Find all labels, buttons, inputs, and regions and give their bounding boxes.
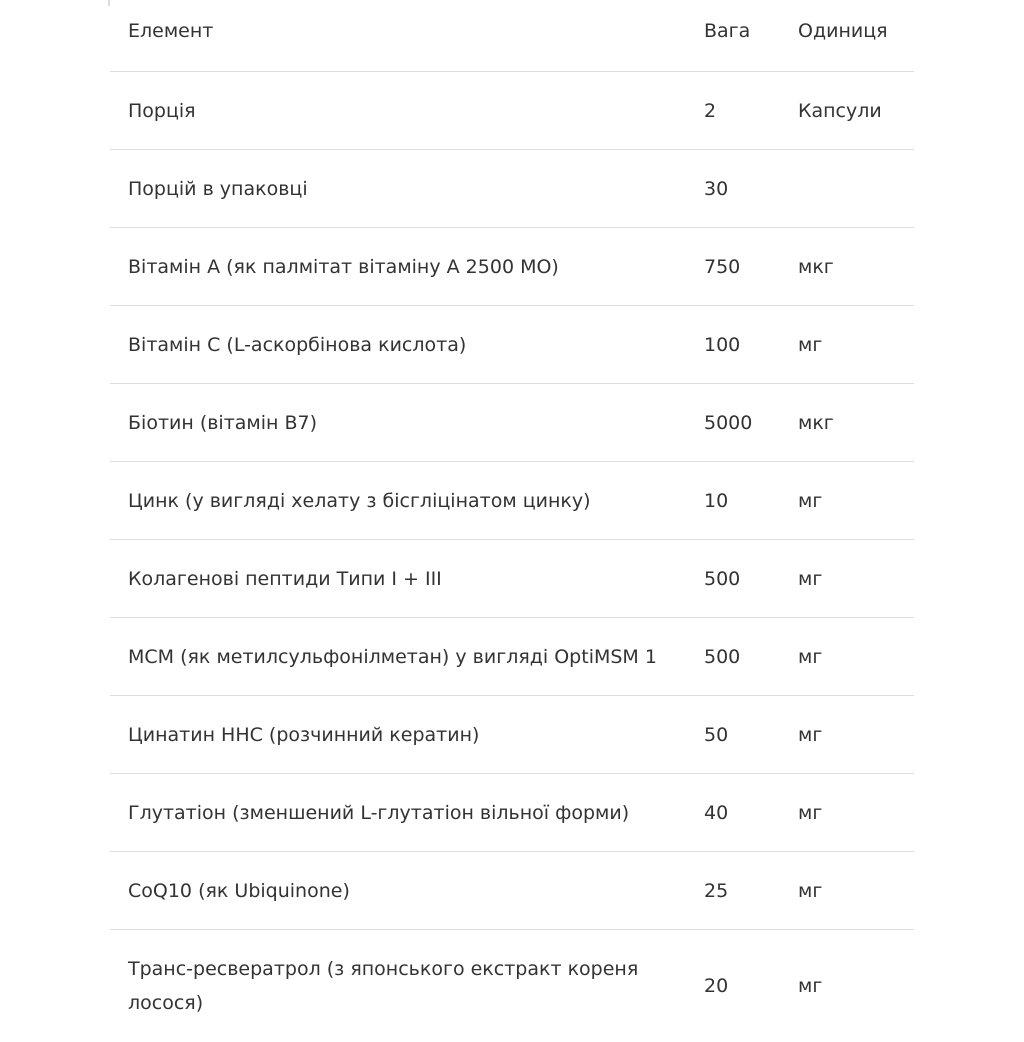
table-row [110,228,914,306]
row-weight: 40 [704,801,729,824]
row-weight: 500 [704,567,741,590]
table-row [110,462,914,540]
row-unit: мкг [798,411,834,434]
table-row [110,696,914,774]
row-element-name: Порцій в упаковці [128,177,308,200]
row-unit: мг [798,333,823,356]
row-unit: мг [798,567,823,590]
row-weight: 30 [704,177,729,200]
nutrition-table [110,0,914,1042]
row-weight: 500 [704,645,741,668]
row-weight: 10 [704,489,729,512]
row-element-name: Вітамін А (як палмітат вітаміну А 2500 МО) [128,255,559,278]
row-element-name: Вітамін С (L-аскорбінова кислота) [128,333,467,356]
row-unit: мг [798,645,823,668]
row-element-name: Цинатин ННС (розчинний кератин) [128,723,480,746]
row-weight: 750 [704,255,741,278]
header-weight: Вага [704,19,751,42]
row-unit: мкг [798,255,834,278]
row-weight: 2 [704,99,717,122]
row-unit: Капсули [798,99,882,122]
row-element-name: CoQ10 (як Ubiquinone) [128,879,350,902]
header-unit: Одиниця [798,19,888,42]
row-weight: 50 [704,723,729,746]
row-weight: 5000 [704,411,753,434]
table-row [110,150,914,228]
row-weight: 20 [704,975,729,997]
row-weight: 25 [704,879,729,902]
row-unit: мг [798,723,823,746]
row-unit: мг [798,879,823,902]
table-row [110,540,914,618]
table-row [110,774,914,852]
row-unit: мг [798,489,823,512]
row-weight: 100 [704,333,741,356]
header-element: Елемент [128,19,214,42]
table-row [110,72,914,150]
row-element-name: МСМ (як метилсульфонілметан) у вигляді OptiMSM 1 [128,645,657,668]
row-unit: мг [798,801,823,824]
row-element-name: Біотин (вітамін В7) [128,411,318,434]
row-element-name: Порція [128,99,196,122]
table-row [110,306,914,384]
row-unit: мг [798,975,823,997]
table-row [110,384,914,462]
table-row [110,852,914,930]
table-row [110,930,914,1042]
row-element-name: Цинк (у вигляді хелату з бісгліцінатом цинку) [128,489,591,512]
table-header-row [110,0,914,72]
table-row [110,618,914,696]
row-element-name: Транс-ресвератрол (з японського екстракт кореня лосося) [128,958,639,1014]
row-element-name: Колагенові пептиди Типи I + III [128,567,442,590]
row-element-name: Глутатіон (зменшений L-глутатіон вільної форми) [128,801,630,824]
